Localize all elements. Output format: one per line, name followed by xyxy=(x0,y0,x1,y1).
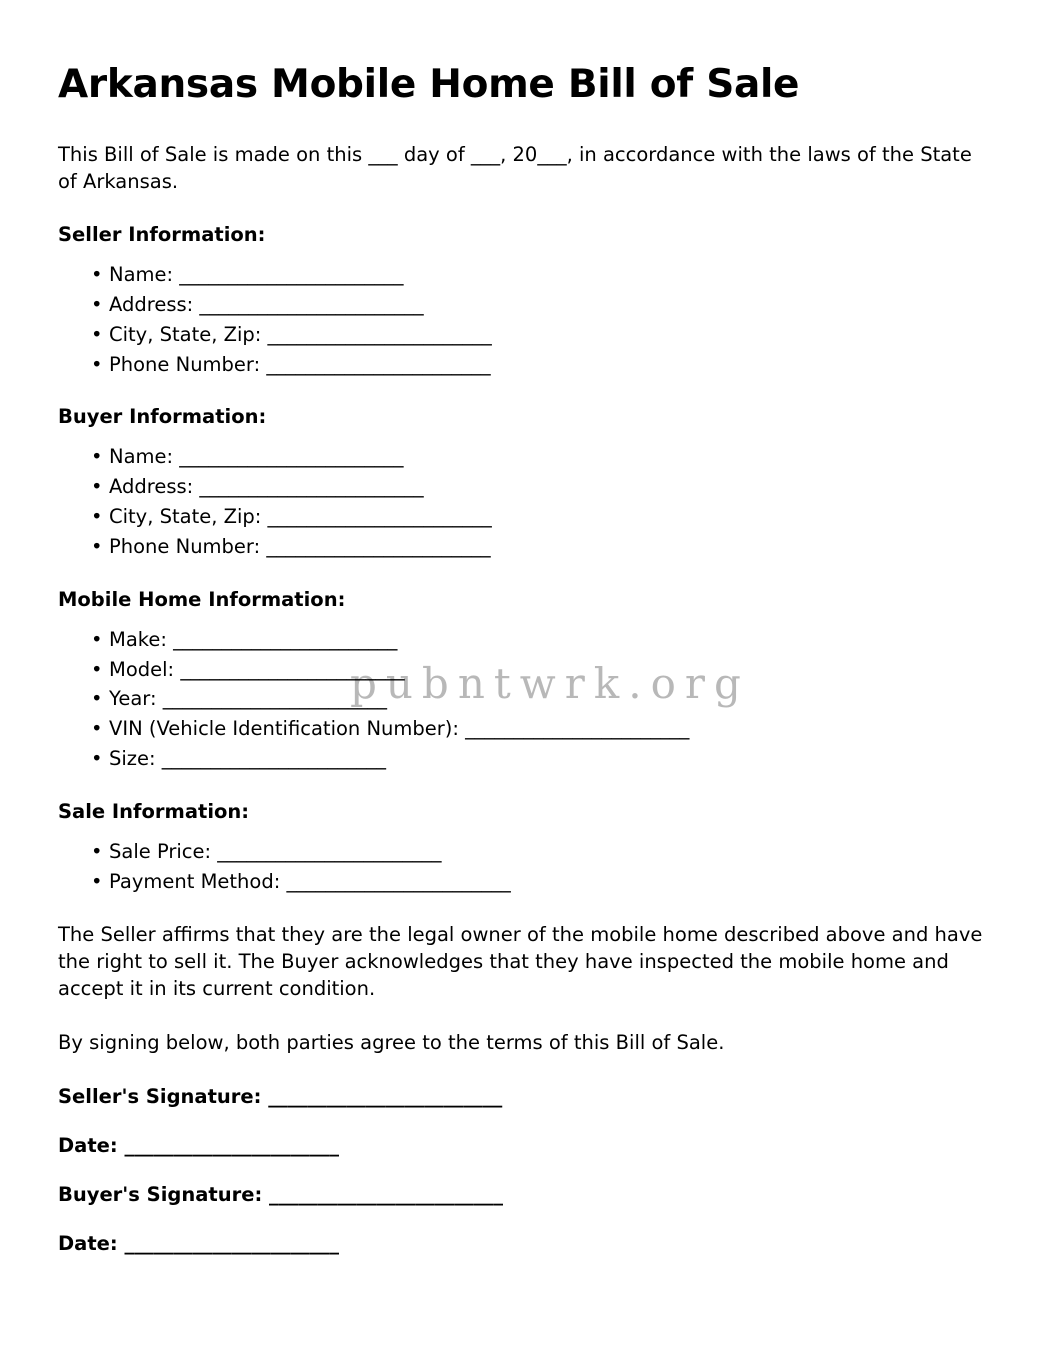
buyer-information-section xyxy=(58,405,983,561)
seller-signature-field[interactable]: Seller's Signature: ________________________ xyxy=(58,1084,503,1108)
list-item[interactable]: • City, State, Zip: _______________________ xyxy=(58,320,983,350)
list-item[interactable]: • Address: _______________________ xyxy=(58,290,983,320)
buyer-field-list xyxy=(58,442,983,561)
watermark-text: pubntwrk.org xyxy=(350,659,750,708)
sale-information-section xyxy=(58,800,983,897)
sale-field-list xyxy=(58,837,983,897)
seller-field-list xyxy=(58,260,983,379)
page-title: Arkansas Mobile Home Bill of Sale xyxy=(58,62,800,107)
intro-paragraph: This Bill of Sale is made on this ___ day of ___, 20___, in accordance with the laws of the State of Arkansas. xyxy=(58,143,972,193)
buyer-date-field[interactable]: Date: ______________________ xyxy=(58,1231,339,1255)
mobile-home-information-section xyxy=(58,588,983,774)
list-item[interactable]: • Size: _______________________ xyxy=(58,744,983,774)
list-item[interactable]: • Phone Number: _______________________ xyxy=(58,532,983,562)
list-item[interactable]: • Make: _______________________ xyxy=(58,625,983,655)
list-item[interactable]: • Model: _______________________ xyxy=(58,655,983,685)
agreement-paragraph: By signing below, both parties agree to the terms of this Bill of Sale. xyxy=(58,1031,725,1055)
list-item[interactable]: • Phone Number: _______________________ xyxy=(58,350,983,380)
signature-block xyxy=(58,1085,983,1255)
buyer-information-heading: Buyer Information: xyxy=(58,405,267,429)
document-content xyxy=(58,62,983,1281)
list-item[interactable]: • VIN (Vehicle Identification Number): _______________________ xyxy=(58,714,983,744)
affirmation-paragraph: The Seller affirms that they are the legal owner of the mobile home described above and have the right to sell it. The Buyer acknowledges that they have inspected the mobile home and accept it in its current condition. xyxy=(58,923,983,1000)
list-item[interactable]: • City, State, Zip: _______________________ xyxy=(58,502,983,532)
list-item[interactable]: • Sale Price: _______________________ xyxy=(58,837,983,867)
sale-information-heading: Sale Information: xyxy=(58,799,250,823)
list-item[interactable]: • Year: _______________________ xyxy=(58,684,983,714)
seller-date-field[interactable]: Date: ______________________ xyxy=(58,1133,339,1157)
list-item[interactable]: • Address: _______________________ xyxy=(58,472,983,502)
list-item[interactable]: • Name: _______________________ xyxy=(58,260,983,290)
seller-information-section xyxy=(58,223,983,379)
mobile-home-field-list xyxy=(58,625,983,774)
buyer-signature-field[interactable]: Buyer's Signature: ________________________ xyxy=(58,1182,504,1206)
mobile-home-information-heading: Mobile Home Information: xyxy=(58,587,346,611)
list-item[interactable]: • Name: _______________________ xyxy=(58,442,983,472)
list-item[interactable]: • Payment Method: _______________________ xyxy=(58,867,983,897)
seller-information-heading: Seller Information: xyxy=(58,223,266,247)
